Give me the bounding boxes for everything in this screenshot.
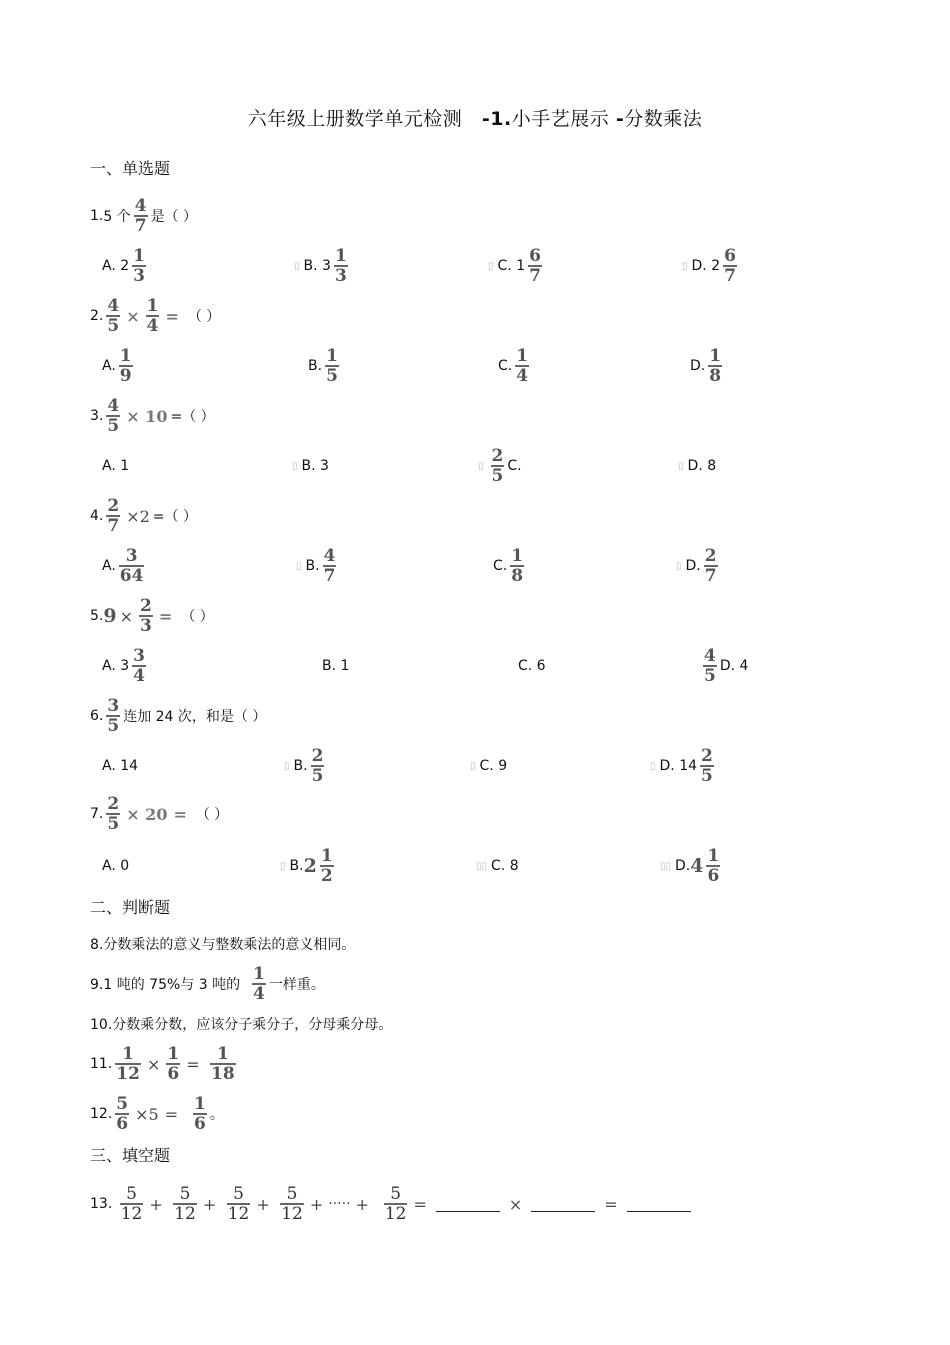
option-1d[interactable]: ▯ D. 2 $\frac{6}{7}$ [682, 245, 736, 286]
section-heading-single-choice: 一、单选题 [90, 159, 171, 178]
option-5c[interactable]: C. 6 [518, 658, 546, 674]
option-2b[interactable]: B. $\frac{1}{5}$ [308, 345, 338, 386]
option-6c[interactable]: ▯ C. 9 [470, 758, 508, 774]
fraction: $\frac{3}{64}$ [119, 545, 144, 586]
fraction: $\frac{3}{4}$ [133, 645, 145, 686]
fraction: $\frac{6}{7}$ [724, 245, 736, 286]
option-3b[interactable]: ▯ B. 3 [292, 458, 329, 474]
answer-blank-1[interactable] [436, 1197, 500, 1212]
fraction: $\frac{2}{5}$ [491, 445, 504, 486]
fraction: $\frac{4}{7}$ [323, 545, 336, 586]
option-3c[interactable]: ▯ $\frac{2}{5}$ C. [478, 445, 522, 486]
option-5d[interactable]: $\frac{4}{5}$ D. 4 [704, 645, 749, 686]
fraction: $\frac{4}{5}$ [704, 645, 716, 686]
fraction: $\frac{1}{6}$ [194, 1093, 206, 1134]
options-3 [0, 446, 950, 486]
fraction: $\frac{5}{12}$ [227, 1183, 250, 1224]
option-4b[interactable]: ▯ B. $\frac{4}{7}$ [296, 545, 336, 586]
fraction: $\frac{6}{7}$ [529, 245, 541, 286]
fraction: $\frac{1}{2}$ [320, 845, 333, 886]
fraction: $\frac{2}{5}$ [107, 793, 120, 834]
fraction: $\frac{5}{12}$ [120, 1183, 143, 1224]
fraction: $\frac{1}{3}$ [334, 245, 347, 286]
option-4a[interactable]: A. $\frac{3}{64}$ [102, 545, 144, 586]
option-2a[interactable]: A. $\frac{1}{9}$ [102, 345, 132, 386]
option-5b[interactable]: B. 1 [322, 658, 350, 674]
option-3d[interactable]: ▯ D. 8 [678, 458, 717, 474]
fraction: $\frac{1}{8}$ [709, 345, 722, 386]
fraction: $\frac{1}{6}$ [707, 845, 720, 886]
option-2d[interactable]: D. $\frac{1}{8}$ [690, 345, 722, 386]
option-2c[interactable]: C. $\frac{1}{4}$ [498, 345, 529, 386]
option-6d[interactable]: ▯ D. 14 $\frac{2}{5}$ [650, 745, 713, 786]
fraction: $\frac{1}{6}$ [167, 1043, 180, 1084]
option-7c[interactable]: ▯▯ C. 8 [476, 858, 519, 874]
question-2: 2. $\frac{4}{5}$ × $\frac{1}{4}$ = （ ） [90, 295, 221, 336]
fraction: $\frac{1}{3}$ [133, 245, 145, 286]
fraction: $\frac{5}{12}$ [384, 1183, 407, 1224]
options-5 [0, 646, 950, 686]
question-4: 4. $\frac{2}{7}$ ×2 =（ ） [90, 495, 197, 536]
option-4c[interactable]: C. $\frac{1}{8}$ [493, 545, 524, 586]
question-7: 7. $\frac{2}{5}$ × 20 = （ ） [90, 793, 229, 834]
option-7b[interactable]: ▯ B. 2 $\frac{1}{2}$ [280, 845, 333, 886]
fraction: $\frac{5}{12}$ [281, 1183, 303, 1224]
fraction: $\frac{2}{5}$ [311, 745, 324, 786]
option-1a[interactable]: A. 2 $\frac{1}{3}$ [102, 245, 145, 286]
fraction: $\frac{2}{7}$ [704, 545, 717, 586]
answer-blank-3[interactable] [627, 1197, 691, 1212]
answer-blank-2[interactable] [531, 1197, 595, 1212]
fraction: $\frac{4}{7}$ [134, 195, 147, 236]
fraction: $\frac{1}{9}$ [119, 345, 132, 386]
fraction: $\frac{5}{12}$ [174, 1183, 196, 1224]
fraction: $\frac{4}{5}$ [107, 295, 120, 336]
option-1b[interactable]: ▯ B. 3 $\frac{1}{3}$ [294, 245, 347, 286]
options-1 [0, 246, 950, 286]
fraction: $\frac{1}{18}$ [211, 1043, 235, 1084]
fraction: $\frac{2}{5}$ [701, 745, 713, 786]
option-7d[interactable]: ▯▯ D. 4 $\frac{1}{6}$ [660, 845, 720, 886]
option-3a[interactable]: A. 1 [102, 458, 130, 474]
section-heading-fill-in: 三、填空题 [90, 1146, 171, 1165]
question-6: 6. $\frac{3}{5}$ 连加 24 次，和是（ ） [90, 695, 267, 736]
fraction: $\frac{1}{4}$ [516, 345, 529, 386]
question-9: 9.1 吨的 75%与 3 吨的 $\frac{1}{4}$ 一样重。 [90, 963, 325, 1004]
question-8: 8.分数乘法的意义与整数乘法的意义相同。 [90, 937, 356, 953]
option-6a[interactable]: A. 14 [102, 758, 139, 774]
options-2 [0, 346, 950, 386]
option-6b[interactable]: ▯ B. $\frac{2}{5}$ [284, 745, 324, 786]
page-title: 六年级上册数学单元检测 -1.小手艺展示 -分数乘法 [247, 108, 703, 130]
fraction: $\frac{1}{5}$ [326, 345, 338, 386]
option-1c[interactable]: ▯ C. 1 $\frac{6}{7}$ [488, 245, 541, 286]
options-6 [0, 746, 950, 786]
options-7 [0, 846, 950, 886]
question-3: 3. $\frac{4}{5}$ × 10 =（ ） [90, 395, 215, 436]
fraction: $\frac{1}{8}$ [511, 545, 524, 586]
question-1: 1. 5 个 $\frac{4}{7}$ 是（ ） [90, 195, 198, 236]
option-5a[interactable]: A. 3 $\frac{3}{4}$ [102, 645, 145, 686]
option-7a[interactable]: A. 0 [102, 858, 130, 874]
question-11: 11. $\frac{1}{12}$ × $\frac{1}{6}$ = $\frac{1}{18}$ [90, 1043, 235, 1084]
fraction: $\frac{5}{6}$ [116, 1093, 129, 1134]
question-13: 13. $\frac{5}{12}$ + $\frac{5}{12}$ + $\frac{5}{12}$ + $\frac{5}{12}$ + ····· + $\frac{5}{12}$ = × = [90, 1186, 697, 1222]
fraction: $\frac{2}{7}$ [107, 495, 120, 536]
question-5: 5. 9 × $\frac{2}{3}$ = （ ） [90, 595, 214, 636]
question-12: 12. $\frac{5}{6}$ ×5 = $\frac{1}{6}$ 。 [90, 1093, 224, 1134]
options-4 [0, 546, 950, 586]
question-10: 10.分数乘分数，应该分子乘分子，分母乘分母。 [90, 1017, 393, 1033]
fraction: $\frac{4}{5}$ [107, 395, 120, 436]
fraction: $\frac{3}{5}$ [107, 695, 120, 736]
option-4d[interactable]: ▯ D. $\frac{2}{7}$ [676, 545, 717, 586]
fraction: $\frac{1}{12}$ [116, 1043, 140, 1084]
fraction: $\frac{1}{4}$ [146, 295, 159, 336]
fraction: $\frac{1}{4}$ [253, 963, 265, 1004]
section-heading-true-false: 二、判断题 [90, 898, 171, 917]
fraction: $\frac{2}{3}$ [140, 595, 152, 636]
